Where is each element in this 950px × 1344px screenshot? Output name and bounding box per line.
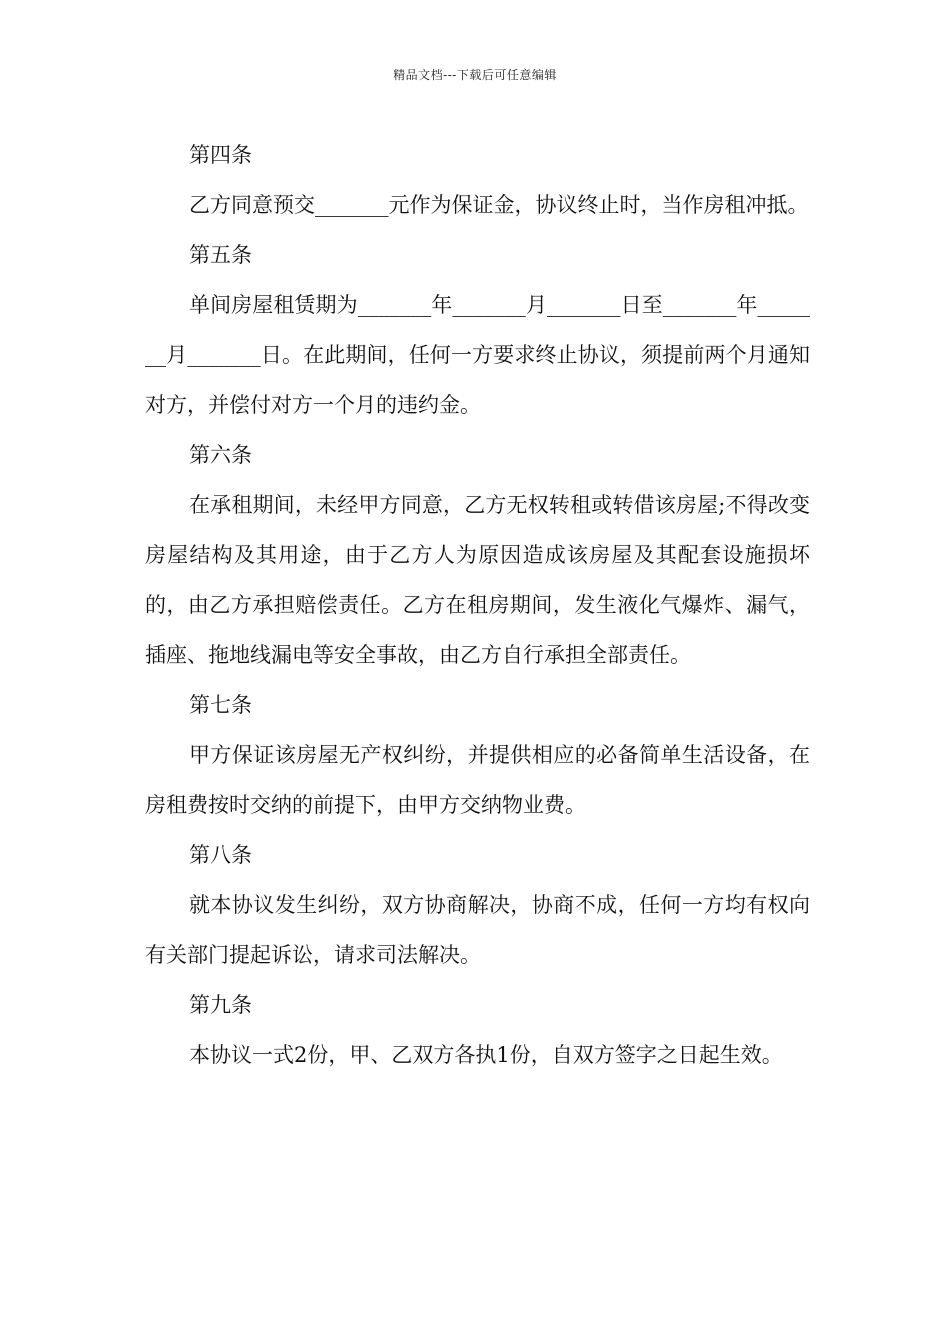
article-title-4: 第四条 — [189, 143, 252, 167]
article-text-6: 在承租期间，未经甲方同意，乙方无权转租或转借该房屋;不得改变房屋结构及其用途，由于乙方人为原因造成该房屋及其配套设施损坏的，由乙方承担赔偿责任。乙方在租房期间，发生液化气爆炸、漏气，插座、拖地线漏电等安全事故，由乙方自行承担全部责任。 — [145, 493, 810, 667]
article-title-9: 第九条 — [189, 993, 252, 1017]
article-text-7: 甲方保证该房屋无产权纠纷，并提供相应的必备简单生活设备，在房租费按时交纳的前提下，由甲方交纳物业费。 — [145, 743, 810, 817]
page-header: 精品文档---下载后可任意编辑 — [393, 68, 557, 82]
article-title-5: 第五条 — [189, 243, 252, 267]
article-title-8: 第八条 — [189, 843, 252, 867]
article-text-5: 单间房屋租赁期为_______年_______月_______日至_______年_______月_______日。在此期间，任何一方要求终止协议，须提前两个月通知对方，并偿付对方一个月的违约金。 — [145, 293, 810, 417]
article-title-6: 第六条 — [189, 443, 252, 467]
article-text-8: 就本协议发生纠纷，双方协商解决，协商不成，任何一方均有权向有关部门提起诉讼，请求司法解决。 — [145, 893, 810, 967]
document-body — [145, 130, 810, 1080]
article-title-7: 第七条 — [189, 693, 252, 717]
article-text-9: 本协议一式2份，甲、乙双方各执1份，自双方签字之日起生效。 — [189, 1043, 783, 1067]
article-text-4: 乙方同意预交_______元作为保证金，协议终止时，当作房租冲抵。 — [189, 193, 809, 217]
